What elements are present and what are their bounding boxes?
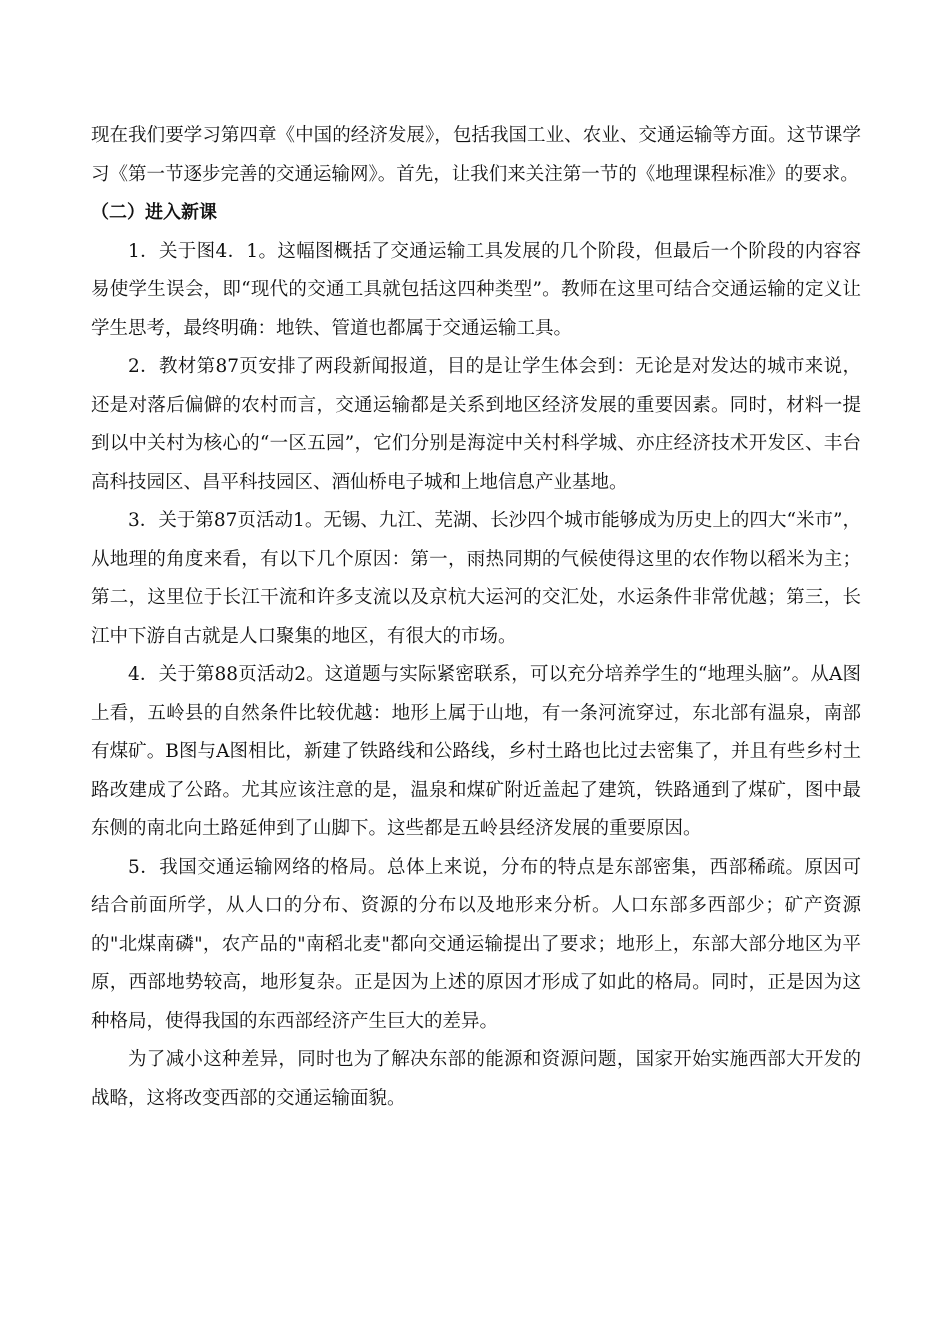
paragraph-4: 4．关于第88页活动2。这道题与实际紧密联系，可以充分培养学生的“地理头脑”。从A图上看，五岭县的自然条件比较优越：地形上属于山地，有一条河流穿过，东北部有温泉，南部有煤矿。B图与A图相比，新建了铁路线和公路线，乡村土路也比过去密集了，并且有些乡村土路改建成了公路。尤其应该注意的是，温泉和煤矿附近盖起了建筑，铁路通到了煤矿，图中最东侧的南北向土路延伸到了山脚下。这些都是五岭县经济发展的重要原因。 [91, 664, 861, 839]
document-body [91, 117, 861, 1118]
section-heading: （二）进入新课 [91, 202, 217, 223]
intro-paragraph: 现在我们要学习第四章《中国的经济发展》，包括我国工业、农业、交通运输等方面。这节课学习《第一节逐步完善的交通运输网》。首先，让我们来关注第一节的《地理课程标准》的要求。 [91, 125, 861, 185]
paragraph-6: 为了减小这种差异，同时也为了解决东部的能源和资源问题，国家开始实施西部大开发的战略，这将改变西部的交通运输面貌。 [91, 1049, 861, 1109]
paragraph-5: 5．我国交通运输网络的格局。总体上来说，分布的特点是东部密集，西部稀疏。原因可结合前面所学，从人口的分布、资源的分布以及地形来分析。人口东部多西部少；矿产资源的"北煤南磷"，农产品的"南稻北麦"都向交通运输提出了要求；地形上，东部大部分地区为平原，西部地势较高，地形复杂。正是因为上述的原因才形成了如此的格局。同时，正是因为这种格局，使得我国的东西部经济产生巨大的差异。 [91, 856, 861, 1032]
paragraph-2: 2．教材第87页安排了两段新闻报道，目的是让学生体会到：无论是对发达的城市来说，还是对落后偏僻的农村而言，交通运输都是关系到地区经济发展的重要因素。同时，材料一提到以中关村为核心的“一区五园”，它们分别是海淀中关村科学城、亦庄经济技术开发区、丰台高科技园区、昌平科技园区、酒仙桥电子城和上地信息产业基地。 [91, 356, 861, 493]
paragraph-1: 1．关于图4．1。这幅图概括了交通运输工具发展的几个阶段，但最后一个阶段的内容容易使学生误会，即“现代的交通工具就包括这四种类型”。教师在这里可结合交通运输的定义让学生思考，最终明确：地铁、管道也都属于交通运输工具。 [91, 240, 861, 339]
paragraph-3: 3．关于第87页活动1。无锡、九江、芜湖、长沙四个城市能够成为历史上的四大“米市”，从地理的角度来看，有以下几个原因：第一，雨热同期的气候使得这里的农作物以稻米为主；第二，这里位于长江干流和许多支流以及京杭大运河的交汇处，水运条件非常优越；第三，长江中下游自古就是人口聚集的地区，有很大的市场。 [91, 510, 861, 647]
